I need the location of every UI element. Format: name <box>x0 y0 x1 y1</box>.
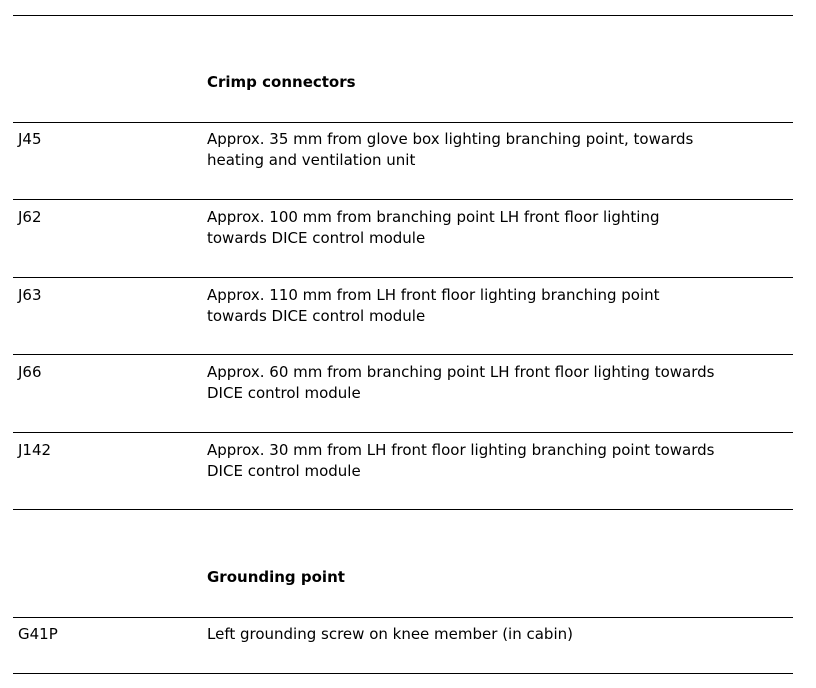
row-divider <box>13 432 793 433</box>
location-line: DICE control module <box>207 384 361 402</box>
location-line: Approx. 100 mm from branching point LH front floor lighting <box>207 208 660 226</box>
connector-id: J62 <box>18 208 42 226</box>
connector-location <box>207 207 797 249</box>
section-heading-grounding-point: Grounding point <box>207 568 345 586</box>
location-line: Left grounding screw on knee member (in cabin) <box>207 625 573 643</box>
connector-location <box>207 285 797 327</box>
connector-id: J142 <box>18 441 52 459</box>
section-end-rule <box>13 509 793 510</box>
row-divider <box>13 277 793 278</box>
location-line: DICE control module <box>207 462 361 480</box>
section-heading-rule <box>13 617 793 618</box>
location-line: towards DICE control module <box>207 229 426 247</box>
location-line: Approx. 35 mm from glove box lighting branching point, towards <box>207 130 694 148</box>
connector-id: J66 <box>18 363 42 381</box>
grounding-location <box>207 624 797 645</box>
section-heading-rule <box>13 122 793 123</box>
row-divider <box>13 354 793 355</box>
top-rule <box>13 15 793 16</box>
grounding-id: G41P <box>18 625 58 643</box>
location-line: Approx. 60 mm from branching point LH front floor lighting towards <box>207 363 715 381</box>
connector-location <box>207 362 797 404</box>
section-heading-crimp-connectors: Crimp connectors <box>207 73 356 91</box>
connector-id: J45 <box>18 130 42 148</box>
row-divider <box>13 199 793 200</box>
location-line: Approx. 30 mm from LH front floor lighting branching point towards <box>207 441 715 459</box>
connector-id: J63 <box>18 286 42 304</box>
location-line: towards DICE control module <box>207 307 426 325</box>
connector-location <box>207 129 797 171</box>
connector-location <box>207 440 797 482</box>
location-line: Approx. 110 mm from LH front floor lighting branching point <box>207 286 660 304</box>
location-line: heating and ventilation unit <box>207 151 416 169</box>
bottom-rule <box>13 673 793 674</box>
